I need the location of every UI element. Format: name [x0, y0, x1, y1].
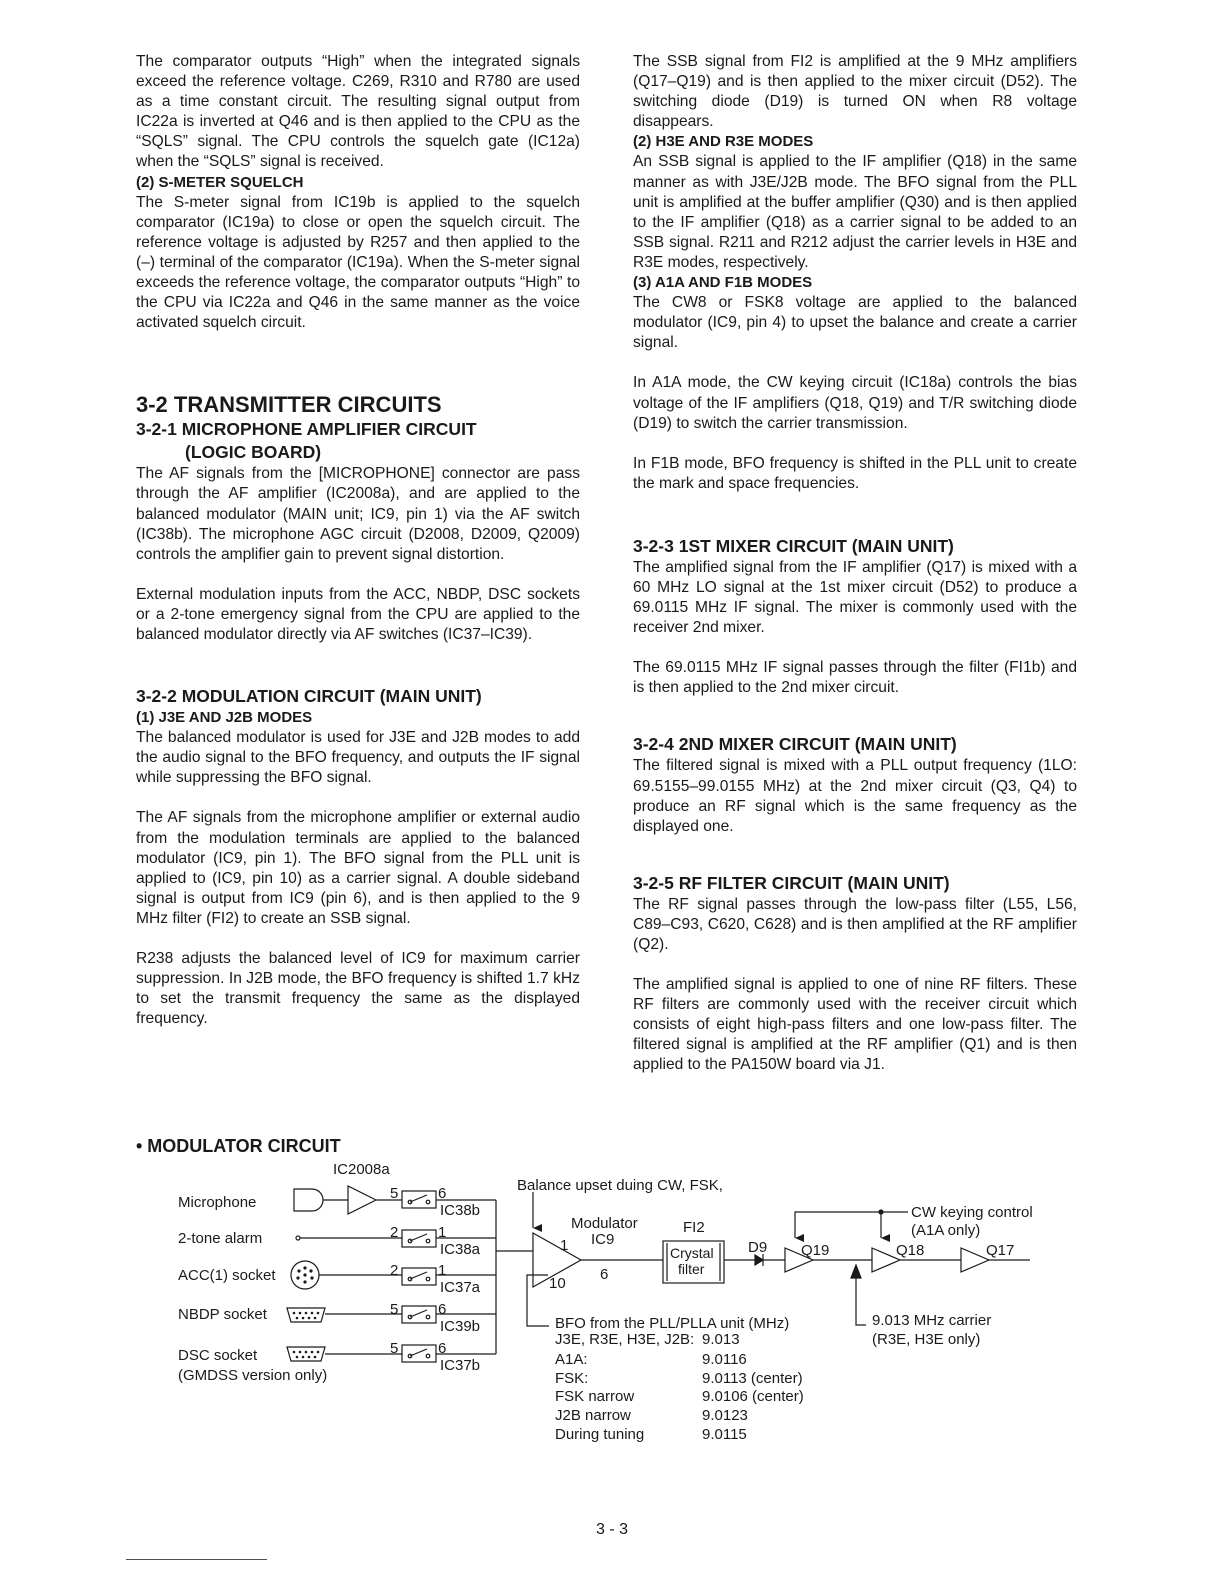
pin-label: 5: [390, 1340, 399, 1357]
pin-label: 5: [390, 1185, 399, 1202]
bfo-freq-label: 9.0116: [702, 1351, 747, 1368]
modulator-circuit-title: • MODULATOR CIRCUIT: [136, 1136, 341, 1156]
pin-label: 6: [438, 1340, 447, 1357]
carrier-mode-label: (R3E, H3E only): [872, 1331, 981, 1348]
bfo-mode-label: FSK:: [555, 1370, 589, 1387]
switch-label: IC38a: [440, 1241, 481, 1258]
microphone-jack-icon: [294, 1189, 323, 1211]
ssb-amplifier-paragraph: The SSB signal from FI2 is amplified at the 9 MHz amplifiers (Q17–Q19) and is then applied to the mixer circuit (D52). The switching diode (D19) is turned ON when R8 voltage disappears.: [633, 53, 1077, 131]
ic2008a-amp-icon: [348, 1186, 376, 1214]
bfo-mode-label: FSK narrow: [555, 1388, 635, 1405]
first-mixer-heading: 3-2-3 1ST MIXER CIRCUIT (MAIN UNIT): [633, 535, 954, 556]
mic-amp-paragraph-2: External modulation inputs from the ACC, NBDP, DSC sockets or a 2-tone emergency signal from the CPU are applied to the balanced modulator directly via AF switches (IC37–IC39).: [136, 585, 580, 643]
bfo-mode-label: J2B narrow: [555, 1407, 631, 1424]
modulation-paragraph-1: The balanced modulator is used for J3E and J2B modes to add the audio signal to the BFO frequency, and outputs the IF signal while suppressing the BFO signal.: [136, 729, 580, 787]
s-meter-squelch-paragraph: The S-meter signal from IC19b is applied to the squelch comparator (IC19a) to close or open the squelch circuit. The reference voltage is adjusted by R257 and then applied to the (–) terminal of the comparator (IC19a). When the S-meter signal exceeds the reference voltage, the comparator outputs “High” to the CPU via IC22a and Q46 in the same manner as the voice activated squelch circuit.: [136, 193, 580, 332]
modulation-paragraph-3: R238 adjusts the balanced level of IC9 for maximum carrier suppression. In J2B mode, the BFO frequency is shifted 1.7 kHz to set the transmit frequency the same as the displayed frequency.: [136, 950, 580, 1028]
nbdp-label: NBDP socket: [178, 1306, 267, 1323]
modulator-label: Modulator: [571, 1215, 638, 1232]
fi2-label: FI2: [683, 1219, 705, 1236]
bfo-mode-label: J3E, R3E, H3E, J2B:: [555, 1331, 695, 1348]
rf-filter-heading: 3-2-5 RF FILTER CIRCUIT (MAIN UNIT): [633, 872, 950, 893]
switch-label: IC38b: [440, 1202, 481, 1219]
page-number: 3 - 3: [595, 1521, 628, 1538]
dsc-socket-icon: [287, 1347, 325, 1361]
footer-divider: [126, 1559, 267, 1560]
ic2008a-label: IC2008a: [333, 1161, 390, 1178]
switch-label: IC39b: [440, 1318, 481, 1335]
a1a-f1b-heading: (3) A1A AND F1B MODES: [633, 274, 813, 292]
q17-label: Q17: [986, 1242, 1015, 1259]
bfo-title: BFO from the PLL/PLLA unit (MHz): [555, 1315, 790, 1332]
pin-label: 1: [560, 1237, 569, 1254]
j3e-j2b-heading: (1) J3E AND J2B MODES: [136, 709, 313, 727]
h3e-r3e-heading: (2) H3E AND R3E MODES: [633, 133, 814, 151]
mic-amp-heading: 3-2-1 MICROPHONE AMPLIFIER CIRCUIT: [136, 419, 477, 440]
microphone-label: Microphone: [178, 1194, 257, 1211]
s-meter-squelch-heading: (2) S-METER SQUELCH: [136, 173, 304, 191]
h3e-r3e-paragraph: An SSB signal is applied to the IF amplifier (Q18) in the same manner as with J3E/J2B mode. The BFO signal from the PLL unit is amplified at the buffer amplifier (Q30) and is then applied to the IF amplifier (Q18) as a carrier signal to be added to an SSB signal. R211 and R212 adjust the carrier levels in H3E and R3E modes, respectively.: [633, 153, 1077, 271]
filter-label: filter: [678, 1261, 705, 1277]
switch-ic39b-icon: [402, 1306, 436, 1323]
switch-label: IC37b: [440, 1357, 481, 1374]
squelch-comparator-paragraph: The comparator outputs “High” when the integrated signals exceed the reference voltage. C269, R310 and R780 are used as a time constant circuit. The resulting signal output from IC22a is inverted at Q46 and is then applied to the CPU as the “SQLS” signal. The CPU controls the squelch gate (IC12a) when the “SQLS” signal is received.: [136, 53, 580, 171]
ic9-label: IC9: [591, 1231, 615, 1248]
alarm-terminal-icon: [296, 1236, 300, 1240]
transmitter-circuits-title: 3-2 TRANSMITTER CIRCUITS: [136, 392, 442, 418]
dsc-note: (GMDSS version only): [178, 1367, 328, 1384]
pin-label: 10: [549, 1275, 566, 1292]
a1a-f1b-paragraph-2: In A1A mode, the CW keying circuit (IC18a) controls the bias voltage of the IF amplifiers (Q18, Q19) and T/R switching diode (D19) to switch the carrier transmission.: [633, 374, 1077, 432]
amp-q17-icon: [961, 1248, 989, 1272]
first-mixer-paragraph-2: The 69.0115 MHz IF signal passes through the filter (FI1b) and is then applied to the 2nd mixer circuit.: [633, 659, 1077, 697]
pin-label: 6: [438, 1301, 447, 1318]
rf-filter-paragraph-1: The RF signal passes through the low-pass filter (L55, L56, C89–C93, C620, C628) and is then amplified at the RF amplifier (Q2).: [633, 895, 1077, 953]
d9-label: D9: [748, 1239, 768, 1256]
balance-upset-label: Balance upset duing CW, FSK,: [517, 1177, 723, 1194]
switch-ic38b-icon: [402, 1191, 436, 1208]
first-mixer-paragraph-1: The amplified signal from the IF amplifier (Q17) is mixed with a 60 MHz LO signal at the 1st mixer circuit (D52) to produce a 69.0115 MHz IF signal. The mixer is commonly used with the receiver 2nd mixer.: [633, 558, 1077, 637]
q19-label: Q19: [801, 1242, 830, 1259]
bfo-freq-label: 9.0106 (center): [702, 1388, 804, 1405]
a1a-f1b-paragraph-1: The CW8 or FSK8 voltage are applied to the balanced modulator (IC9, pin 4) to upset the balance and create a carrier signal.: [633, 294, 1077, 352]
rf-filter-paragraph-2: The amplified signal is applied to one of nine RF filters. These RF filters are commonly used with the receiver circuit which consists of eight high-pass filters and one low-pass filter. The filtered signal is amplified at the RF amplifier (Q1) and is then applied to the PA150W board via J1.: [633, 976, 1077, 1074]
dsc-label: DSC socket: [178, 1347, 258, 1364]
acc-label: ACC(1) socket: [178, 1267, 276, 1284]
carrier-label: 9.013 MHz carrier: [872, 1312, 992, 1329]
nbdp-socket-icon: [287, 1308, 325, 1322]
pin-label: 6: [438, 1185, 447, 1202]
pin-label: 2: [390, 1262, 399, 1279]
modulation-heading: 3-2-2 MODULATION CIRCUIT (MAIN UNIT): [136, 686, 482, 707]
q18-label: Q18: [896, 1242, 925, 1259]
bfo-freq-label: 9.0123: [702, 1407, 748, 1424]
bfo-freq-label: 9.0113 (center): [702, 1370, 803, 1387]
switch-ic37a-icon: [402, 1268, 436, 1285]
second-mixer-paragraph: The filtered signal is mixed with a PLL output frequency (1LO: 69.5155–99.0155 MHz) at the 2nd mixer circuit (Q3, Q4) to produce an RF signal which is the same frequency as the displayed one.: [633, 757, 1077, 835]
bfo-freq-label: 9.013: [702, 1331, 740, 1348]
alarm-label: 2-tone alarm: [178, 1230, 263, 1247]
mic-amp-paragraph-1: The AF signals from the [MICROPHONE] connector are pass through the AF amplifier (IC2008a), and are applied to the balanced modulator (MAIN unit; IC9, pin 1) via the AF switch (IC38b). The microphone AGC circuit (D2008, D2009, Q2009) controls the amplifier gain to prevent signal distortion.: [136, 465, 580, 563]
pin-label: 6: [600, 1266, 609, 1283]
switch-ic38a-icon: [402, 1230, 436, 1247]
pin-label: 1: [438, 1224, 447, 1241]
switch-ic37b-icon: [402, 1345, 436, 1362]
pin-label: 2: [390, 1224, 399, 1241]
cw-keying-label: CW keying control: [911, 1204, 1033, 1221]
pin-label: 5: [390, 1301, 399, 1318]
mic-amp-heading-board: (LOGIC BOARD): [185, 442, 322, 463]
a1a-f1b-paragraph-3: In F1B mode, BFO frequency is shifted in the PLL unit to create the mark and space frequencies.: [633, 454, 1077, 492]
bfo-freq-label: 9.0115: [702, 1426, 747, 1443]
second-mixer-heading: 3-2-4 2ND MIXER CIRCUIT (MAIN UNIT): [633, 734, 957, 755]
bfo-mode-label: A1A:: [555, 1351, 588, 1368]
a1a-only-label: (A1A only): [911, 1222, 981, 1239]
bfo-mode-label: During tuning: [555, 1426, 645, 1443]
crystal-label: Crystal: [670, 1245, 714, 1261]
switch-label: IC37a: [440, 1279, 481, 1296]
pin-label: 1: [438, 1262, 447, 1279]
modulation-paragraph-2: The AF signals from the microphone amplifier or external audio from the modulation terminals are applied to the balanced modulator (IC9, pin 1). The BFO signal from the PLL unit is applied to (IC9, pin 10) as a carrier signal. A double sideband signal is output from IC9 (pin 6), and is then applied to the 9 MHz filter (FI2) to create an SSB signal.: [136, 809, 580, 927]
